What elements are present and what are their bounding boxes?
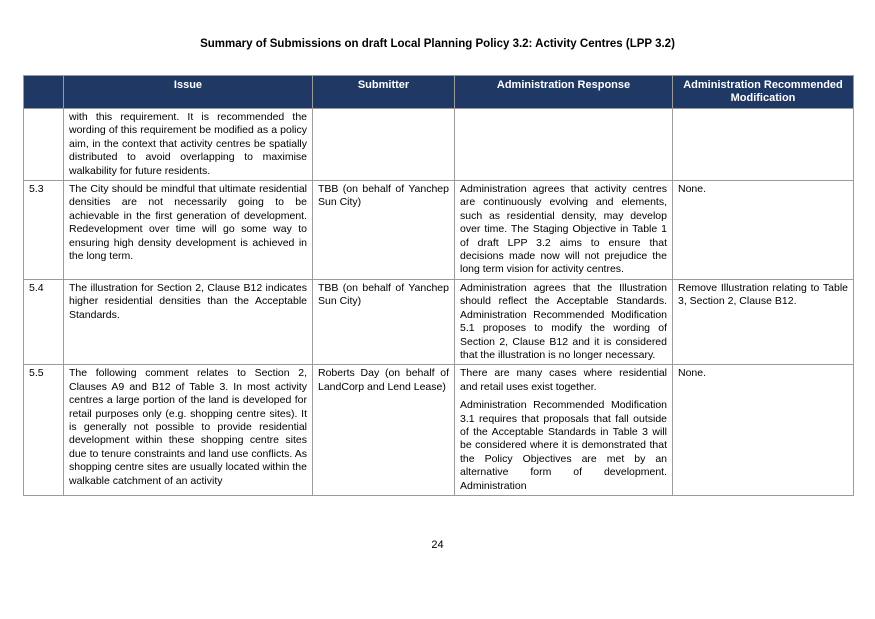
submissions-table xyxy=(23,75,854,496)
submitter-cell: TBB (on behalf of Yanchep Sun City) xyxy=(313,279,455,364)
modification-cell: None. xyxy=(673,181,854,280)
table-row xyxy=(24,109,854,181)
issue-cell: The following comment relates to Section 2, Clauses A9 and B12 of Table 3. In most activity centres a large portion of the land is developed for retail purposes only (e.g. shopping centre sites). It is generally not possible to provide residential development within these shopping centre sites due to tenure constraints and land use conflicts. As shopping centre sites are usually located within the walkable catchment of an activity xyxy=(64,365,313,496)
row-number: 5.5 xyxy=(24,365,64,496)
submitter-cell: Roberts Day (on behalf of LandCorp and Lend Lease) xyxy=(313,365,455,496)
row-number: 5.3 xyxy=(24,181,64,280)
modification-cell xyxy=(673,109,854,181)
column-header-issue: Issue xyxy=(64,76,313,109)
submitter-cell: TBB (on behalf of Yanchep Sun City) xyxy=(313,181,455,280)
response-cell xyxy=(455,365,673,496)
issue-cell: The City should be mindful that ultimate residential densities are not necessarily going to be achievable in the first generation of development. Redevelopment over time will go some way to ensuring high density development is achieved in the long term. xyxy=(64,181,313,280)
column-header-submitter: Submitter xyxy=(313,76,455,109)
table-row xyxy=(24,279,854,364)
row-number: 5.4 xyxy=(24,279,64,364)
modification-cell: Remove Illustration relating to Table 3, Section 2, Clause B12. xyxy=(673,279,854,364)
submitter-cell xyxy=(313,109,455,181)
page-number: 24 xyxy=(431,539,444,551)
table-row xyxy=(24,365,854,496)
column-header-modification: Administration Recommended Modification xyxy=(673,76,854,109)
response-cell xyxy=(455,279,673,364)
response-cell xyxy=(455,109,673,181)
response-paragraph: Administration agrees that activity centres are continuously evolving and elements, such as residential density, may develop over time. The Staging Objective in Table 1 of draft LPP 3.2 aims to ensure that decisions made now will not prejudice the long term vision for activity centres. xyxy=(460,183,667,276)
issue-cell: The illustration for Section 2, Clause B12 indicates higher residential densities than the Acceptable Standards. xyxy=(64,279,313,364)
response-paragraph: Administration Recommended Modification 3.1 requires that proposals that fall outside of the Acceptable Standards in Table 3 will be considered where it is demonstrated that the Policy Objectives are met by an alternative form of development. Administration xyxy=(460,399,667,492)
modification-cell: None. xyxy=(673,365,854,496)
response-paragraph: There are many cases where residential and retail uses exist together. xyxy=(460,367,667,393)
column-header-response: Administration Response xyxy=(455,76,673,109)
response-cell xyxy=(455,181,673,280)
table-row xyxy=(24,181,854,280)
response-paragraph: Administration agrees that the Illustration should reflect the Acceptable Standards. Administration Recommended Modification 5.1 proposes to modify the wording of Section 2, Clause B12 and it is considered that the illustration is no longer necessary. xyxy=(460,281,667,361)
column-header-number xyxy=(24,76,64,109)
table-header xyxy=(24,76,854,109)
issue-cell: with this requirement. It is recommended the wording of this requirement be modified as a policy aim, in the context that activity centres be spatially distributed to avoid overlapping to maximise walkability for future residents. xyxy=(64,109,313,181)
row-number xyxy=(24,109,64,181)
page-title: Summary of Submissions on draft Local Planning Policy 3.2: Activity Centres (LPP 3.2) xyxy=(200,38,675,50)
